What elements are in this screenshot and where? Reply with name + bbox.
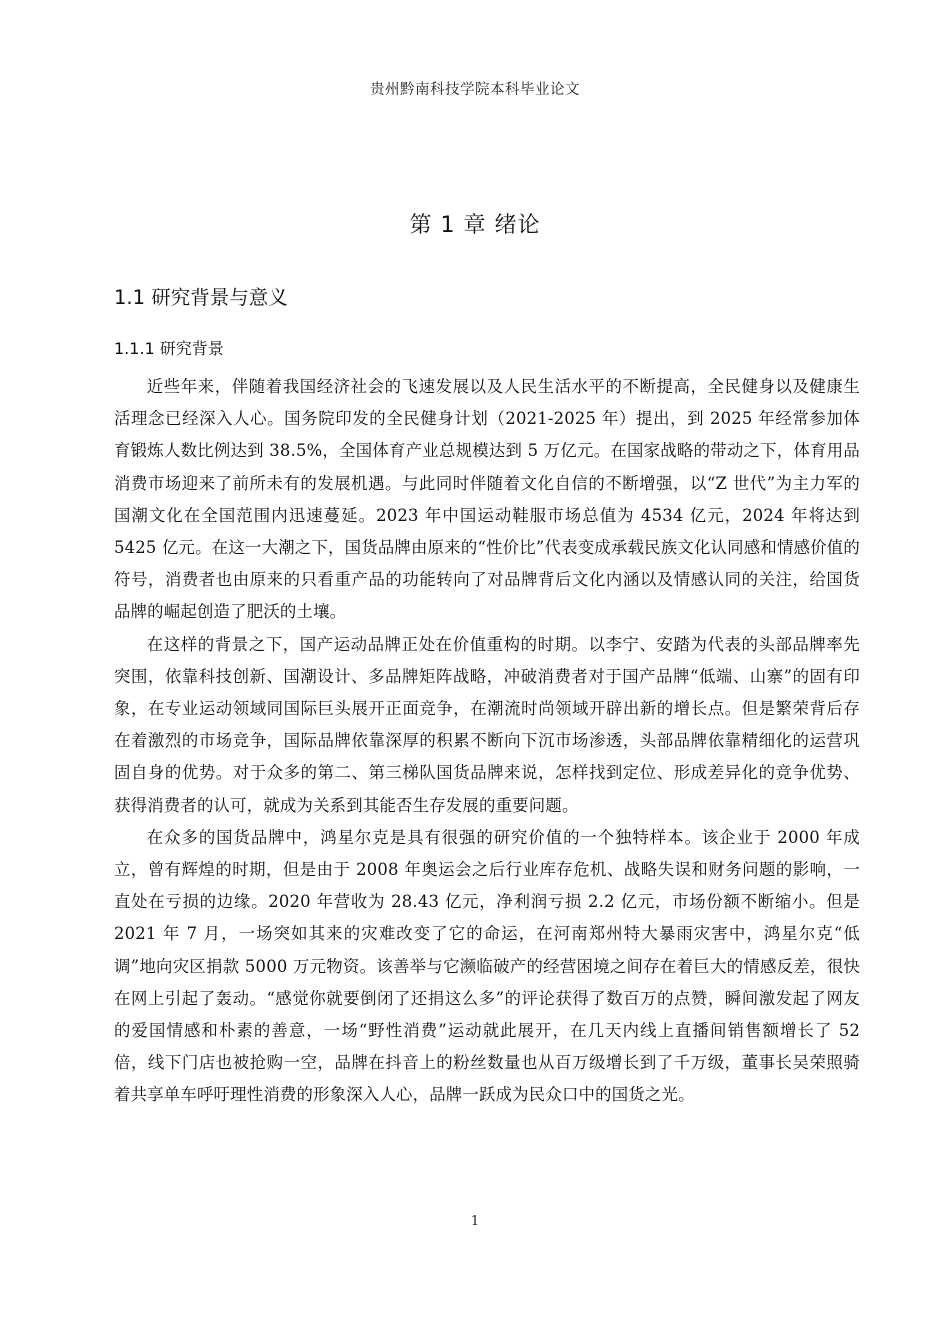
chapter-title: 第 1 章 绪论 xyxy=(409,213,541,238)
subsection-title: 1.1.1 研究背景 xyxy=(114,339,224,358)
page-number: 1 xyxy=(470,1214,480,1229)
body-text xyxy=(114,371,860,1112)
paragraph-brand-competition: 在这样的背景之下，国产运动品牌正处在价值重构的时期。以李宁、安踏为代表的头部品牌率先突围，依靠科技创新、国潮设计、多品牌矩阵战略，冲破消费者对于国产品牌“低端、山寨”的固有印象，在专业运动领域同国际巨头展开正面竞争，在潮流时尚领域开辟出新的增长点。但是繁荣背后存在着激烈的市场竞争，国际品牌依靠深厚的积累不断向下沉市场渗透，头部品牌依靠精细化的运营巩固自身的优势。对于众多的第二、第三梯队国货品牌来说，怎样找到定位、形成差异化的竞争优势、获得消费者的认可，就成为关系到其能否生存发展的重要问题。 xyxy=(114,634,860,815)
paragraph-erke-case: 在众多的国货品牌中，鸿星尔克是具有很强的研究价值的一个独特样本。该企业于 2000 年成立，曾有辉煌的时期，但是由于 2008 年奥运会之后行业库存危机、战略失误和财务问题的影响，一直处在亏损的边缘。2020 年营收为 28.43 亿元，净利润亏损 2.2 亿元，市场份额不断缩小。但是 2021 年 7 月，一场突如其来的灾难改变了它的命运，在河南郑州特大暴雨灾害中，鸿星尔克“低调”地向灾区捐款 5000 万元物资。该善举与它濒临破产的经营困境之间存在着巨大的情感反差，很快在网上引起了轰动。“感觉你就要倒闭了还捐这么多”的评论获得了数百万的点赞，瞬间激发起了网友的爱国情感和朴素的善意，一场“野性消费”运动就此展开，在几天内线上直播间销售额增长了 52 倍，线下门店也被抢购一空，品牌在抖音上的粉丝数量也从百万级增长到了千万级，董事长吴荣照骑着共享单车呼吁理性消费的形象深入人心，品牌一跃成为民众口中的国货之光。 xyxy=(114,827,860,1105)
section-title: 1.1 研究背景与意义 xyxy=(114,286,288,309)
running-header: 贵州黔南科技学院本科毕业论文 xyxy=(370,82,580,98)
paragraph-background-fitness: 近些年来，伴随着我国经济社会的飞速发展以及人民生活水平的不断提高，全民健身以及健康生活理念已经深入人心。国务院印发的全民健身计划（2021-2025 年）提出，到 2025 年经常参加体育锻炼人数比例达到 38.5%，全国体育产业总规模达到 5 万亿元。在国家战略的带动之下，体育用品消费市场迎来了前所未有的发展机遇。与此同时伴随着文化自信的不断增强，以“Z 世代”为主力军的国潮文化在全国范围内迅速蔓延。2023 年中国运动鞋服市场总值为 4534 亿元，2024 年将达到 5425 亿元。在这一大潮之下，国货品牌由原来的“性价比”代表变成承载民族文化认同感和情感价值的符号，消费者也由原来的只看重产品的功能转向了对品牌背后文化内涵以及情感认同的关注，给国货品牌的崛起创造了肥沃的土壤。 xyxy=(114,377,860,622)
